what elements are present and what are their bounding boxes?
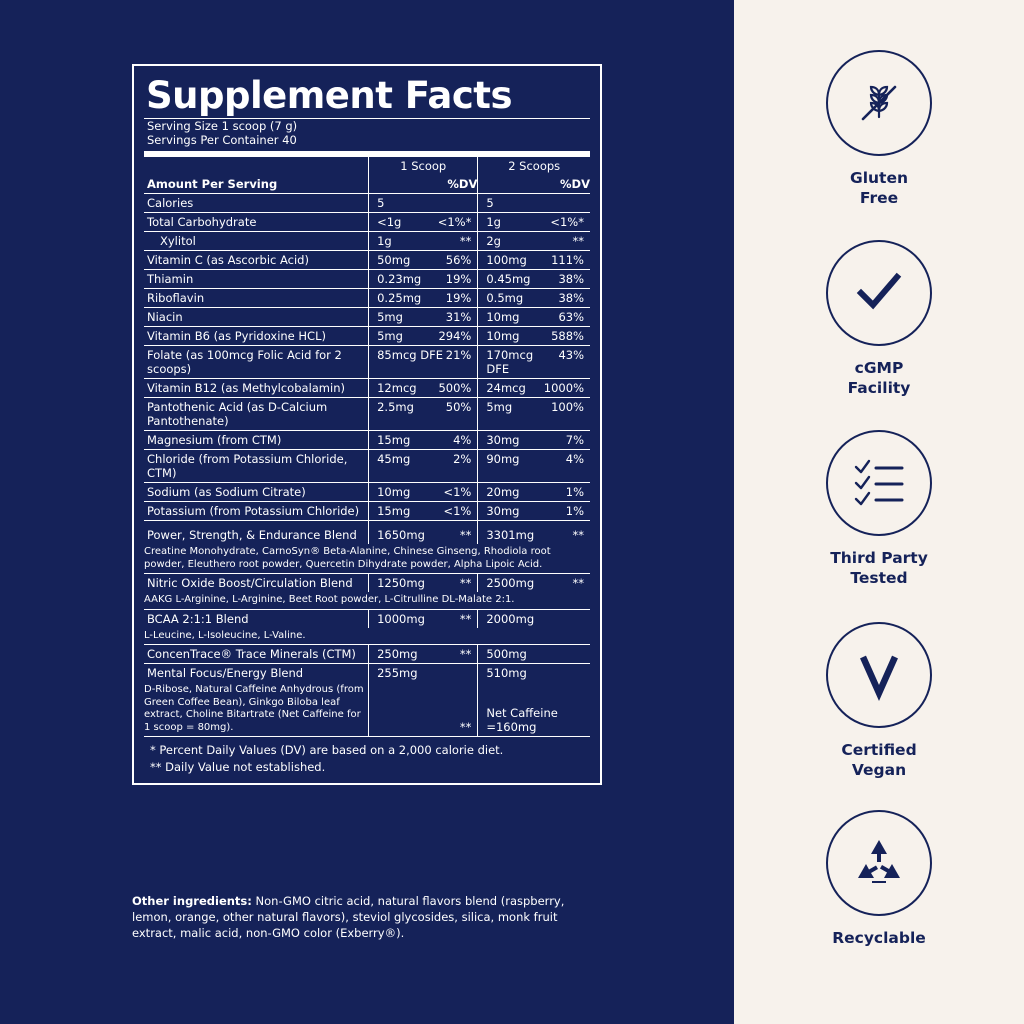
row-values-1scoop <box>369 327 478 346</box>
row-name: Sodium (as Sodium Citrate) <box>144 483 369 502</box>
value: 5 <box>486 196 494 210</box>
value: 2500mg <box>486 576 535 590</box>
row-name: Riboflavin <box>144 289 369 308</box>
value: 500mg <box>486 647 527 661</box>
dv: 111% <box>551 253 584 267</box>
table-row <box>144 327 590 346</box>
value: 1g <box>377 234 392 248</box>
value: 24mcg <box>486 381 526 395</box>
value: 85mcg DFE <box>377 348 443 362</box>
row-name: Pantothenic Acid (as D-Calcium Pantothenate) <box>144 398 369 431</box>
row-name: Folate (as 100mcg Folic Acid for 2 scoops) <box>144 346 369 379</box>
dv: 50% <box>445 400 472 414</box>
blend-row <box>144 664 590 683</box>
dv: 1000% <box>543 381 584 395</box>
row-values-2scoops <box>478 270 590 289</box>
row-values-1scoop <box>369 289 478 308</box>
row-values-2scoops <box>478 346 590 379</box>
dv: 1% <box>565 504 584 518</box>
row-values-1scoop <box>369 194 478 213</box>
value: 2000mg <box>486 611 535 626</box>
dv: ** <box>459 234 472 248</box>
value: 20mg <box>486 485 520 499</box>
row-values-2scoops <box>478 431 590 450</box>
blend-name: ConcenTrace® Trace Minerals (CTM) <box>144 645 369 664</box>
value: 10mg <box>486 329 520 343</box>
dv: 56% <box>445 253 472 267</box>
blend-row <box>144 526 590 544</box>
badge-circle <box>826 622 932 728</box>
dv: ** <box>459 611 472 626</box>
footnote-dv: * Percent Daily Values (DV) are based on a 2,000 calorie diet. <box>150 743 504 757</box>
value: 1000mg <box>377 611 425 626</box>
blend-ingredients: D-Ribose, Natural Caffeine Anhydrous (from Green Coffee Bean), Ginkgo Biloba leaf extract, Choline Bitartrate (Net Caffeine for 1 scoop = 80mg). <box>144 682 369 737</box>
badge-label-line1: cGMP <box>854 359 904 377</box>
row-name: Calories <box>144 194 369 213</box>
other-ingredients-text: Non-GMO citric acid, natural flavors blend (raspberry, lemon, orange, other natural flavors), steviol glycosides, silica, monk fruit extract, malic acid, non-GMO color (Exberry®). <box>132 894 565 940</box>
row-name: Magnesium (from CTM) <box>144 431 369 450</box>
row-values-2scoops <box>478 379 590 398</box>
value: 5mg <box>377 329 403 343</box>
vegan-v-icon <box>851 647 907 703</box>
badge-label-line1: Gluten <box>849 169 909 187</box>
value: 30mg <box>486 504 520 518</box>
row-values-2scoops <box>478 194 590 213</box>
value: 15mg <box>377 504 411 518</box>
row-name: Vitamin B12 (as Methylcobalamin) <box>144 379 369 398</box>
nutrition-table <box>144 157 590 737</box>
blend-ingredients: L-Leucine, L-Isoleucine, L-Valine. <box>144 628 590 645</box>
blend-values-1scoop <box>369 664 478 683</box>
blend-values-1scoop <box>369 526 478 544</box>
row-name: Vitamin C (as Ascorbic Acid) <box>144 251 369 270</box>
badge-label-line2: Free <box>859 189 899 207</box>
row-values-1scoop <box>369 346 478 379</box>
table-row <box>144 194 590 213</box>
blend-name: Nitric Oxide Boost/Circulation Blend <box>147 576 353 590</box>
dv: ** <box>459 528 472 542</box>
row-name: Xylitol <box>144 232 369 251</box>
table-row <box>144 398 590 431</box>
table-row <box>144 308 590 327</box>
row-values-1scoop <box>369 379 478 398</box>
row-values-1scoop <box>369 213 478 232</box>
table-row <box>144 232 590 251</box>
serving-size: Serving Size 1 scoop (7 g) <box>147 119 298 133</box>
dv: 2% <box>453 452 472 466</box>
value: 100mg <box>486 253 527 267</box>
supplement-facts-panel <box>132 64 602 785</box>
header-spacer <box>144 157 369 175</box>
table-row <box>144 346 590 379</box>
table-row <box>144 251 590 270</box>
dv: 294% <box>438 329 472 343</box>
row-name: Chloride (from Potassium Chloride, CTM) <box>144 450 369 483</box>
row-name: Vitamin B6 (as Pyridoxine HCL) <box>144 327 369 346</box>
value: 3301mg <box>486 528 535 542</box>
value: 90mg <box>486 452 520 466</box>
blend-sub-row <box>144 682 590 737</box>
value: 250mg <box>377 647 418 661</box>
row-values-1scoop <box>369 398 478 431</box>
dv: 4% <box>565 452 584 466</box>
servings-per-container: Servings Per Container 40 <box>147 133 297 147</box>
blend-sub-row <box>144 544 590 574</box>
dv: <1%* <box>550 215 584 229</box>
badge-label <box>734 928 1024 948</box>
value: 0.23mg <box>377 272 422 286</box>
dv: ** <box>572 528 584 542</box>
dv: 63% <box>558 310 584 324</box>
row-values-2scoops <box>478 308 590 327</box>
row-values-2scoops <box>478 213 590 232</box>
table-row <box>144 289 590 308</box>
value: 12mcg <box>377 381 417 395</box>
value: 2.5mg <box>377 400 414 414</box>
dv: 38% <box>558 272 584 286</box>
value: 1250mg <box>377 576 425 590</box>
table-row <box>144 483 590 502</box>
recycle-icon <box>850 834 908 892</box>
other-ingredients <box>132 893 602 941</box>
badge-certified-vegan <box>734 622 1024 780</box>
blend-values-2scoops <box>478 574 590 593</box>
row-values-1scoop <box>369 308 478 327</box>
badge-label <box>734 548 1024 588</box>
blend-row <box>144 645 590 664</box>
badge-gluten-free <box>734 50 1024 208</box>
value: 1g <box>486 215 501 229</box>
dv: 100% <box>551 400 584 414</box>
row-values-1scoop <box>369 483 478 502</box>
blend-values-1scoop <box>369 609 478 628</box>
dv: ** <box>572 576 584 590</box>
value: 10mg <box>486 310 520 324</box>
badge-third-party-tested <box>734 430 1024 588</box>
row-values-2scoops <box>478 483 590 502</box>
header-amount-per-serving: Amount Per Serving <box>144 175 369 194</box>
badge-label-line1: Certified <box>841 741 917 759</box>
value: 0.45mg <box>486 272 531 286</box>
wheat-crossed-icon <box>851 75 907 131</box>
dv: 1% <box>565 485 584 499</box>
value: 510mg <box>486 666 527 680</box>
blend-ingredients: Creatine Monohydrate, CarnoSyn® Beta-Alanine, Chinese Ginseng, Rhodiola root powder, Eleuthero root powder, Quercetin Dihydrate powder, Alpha Lipoic Acid. <box>144 544 590 574</box>
row-name: Total Carbohydrate <box>144 213 369 232</box>
value: 5mg <box>377 310 403 324</box>
badge-label <box>734 358 1024 398</box>
net-caffeine-note: Net Caffeine =160mg <box>478 682 590 737</box>
blend-sub-row <box>144 592 590 609</box>
row-values-1scoop <box>369 270 478 289</box>
blend-values-2scoops <box>478 526 590 544</box>
dv: <1%* <box>437 215 472 229</box>
badge-label-line2: Facility <box>847 379 911 397</box>
table-header-amount <box>144 175 590 194</box>
value: 0.5mg <box>486 291 524 305</box>
value: 170mcg DFE <box>486 348 534 376</box>
blend-values-2scoops <box>478 664 590 683</box>
blend-name: Power, Strength, & Endurance Blend <box>147 528 357 542</box>
value: 30mg <box>486 433 520 447</box>
value: 15mg <box>377 433 411 447</box>
page-title: Supplement Facts <box>146 74 513 117</box>
table-header-scoops <box>144 157 590 175</box>
dv: <1% <box>443 485 472 499</box>
blend-values-2scoops <box>478 645 590 664</box>
row-name: Niacin <box>144 308 369 327</box>
value: 5mg <box>486 400 513 414</box>
badge-circle <box>826 240 932 346</box>
badge-label-line2: Vegan <box>851 761 907 779</box>
row-values-1scoop <box>369 450 478 483</box>
row-values-2scoops <box>478 251 590 270</box>
badge-label-line2: Tested <box>850 569 908 587</box>
table-row <box>144 213 590 232</box>
checklist-icon <box>848 455 910 511</box>
row-values-2scoops <box>478 450 590 483</box>
blend-ingredients: AAKG L-Arginine, L-Arginine, Beet Root powder, L-Citrulline DL-Malate 2:1. <box>144 592 590 609</box>
value: 50mg <box>377 253 411 267</box>
value: 1650mg <box>377 528 425 542</box>
table-row <box>144 270 590 289</box>
row-name: Thiamin <box>144 270 369 289</box>
blend-footnote-marker: ** <box>369 682 478 737</box>
row-values-1scoop <box>369 502 478 521</box>
value: 45mg <box>377 452 411 466</box>
table-row <box>144 502 590 521</box>
table-row <box>144 379 590 398</box>
badge-circle <box>826 50 932 156</box>
row-values-2scoops <box>478 502 590 521</box>
dv: 19% <box>445 291 472 305</box>
blend-name: BCAA 2:1:1 Blend <box>147 611 249 626</box>
value: <1g <box>377 215 402 229</box>
row-values-1scoop <box>369 251 478 270</box>
badge-label <box>734 740 1024 780</box>
badge-cgmp-facility <box>734 240 1024 398</box>
blend-row <box>144 609 590 628</box>
header-scoop2: 2 Scoops <box>478 157 590 175</box>
blend-values-1scoop <box>369 645 478 664</box>
blend-row <box>144 574 590 593</box>
table-row <box>144 431 590 450</box>
dv: 500% <box>438 381 472 395</box>
value: 5 <box>377 196 385 210</box>
badge-label <box>734 168 1024 208</box>
row-values-1scoop <box>369 431 478 450</box>
row-name: Potassium (from Potassium Chloride) <box>144 502 369 521</box>
certification-badges-panel <box>734 0 1024 1024</box>
value: 0.25mg <box>377 291 422 305</box>
header-dv1: %DV <box>369 175 478 194</box>
value: 2g <box>486 234 501 248</box>
dv: 43% <box>558 348 584 362</box>
value: 10mg <box>377 485 411 499</box>
badge-circle <box>826 430 932 536</box>
blend-name: Mental Focus/Energy Blend <box>147 666 304 680</box>
dv: 7% <box>565 433 584 447</box>
header-dv2: %DV <box>478 175 590 194</box>
dv: 588% <box>551 329 584 343</box>
dv: 4% <box>453 433 472 447</box>
badge-recyclable <box>734 810 1024 948</box>
dv: 38% <box>558 291 584 305</box>
row-values-2scoops <box>478 289 590 308</box>
checkmark-icon <box>849 263 909 323</box>
dv: 31% <box>445 310 472 324</box>
footnote-not-established: ** Daily Value not established. <box>150 760 326 774</box>
dv: ** <box>459 576 472 590</box>
row-values-2scoops <box>478 398 590 431</box>
badge-circle <box>826 810 932 916</box>
other-ingredients-label: Other ingredients: <box>132 894 252 908</box>
blend-values-2scoops <box>478 609 590 628</box>
header-scoop1: 1 Scoop <box>369 157 478 175</box>
row-values-2scoops <box>478 232 590 251</box>
dv: ** <box>572 234 584 248</box>
badge-label-line1: Third Party <box>830 549 928 567</box>
value: 255mg <box>377 666 418 680</box>
table-row <box>144 450 590 483</box>
row-values-2scoops <box>478 327 590 346</box>
dv: ** <box>459 647 472 661</box>
dv: 21% <box>445 348 472 362</box>
dv: <1% <box>443 504 472 518</box>
dv: 19% <box>445 272 472 286</box>
blend-sub-row <box>144 628 590 645</box>
row-values-1scoop <box>369 232 478 251</box>
badge-label-line1: Recyclable <box>832 929 926 947</box>
blend-values-1scoop <box>369 574 478 593</box>
